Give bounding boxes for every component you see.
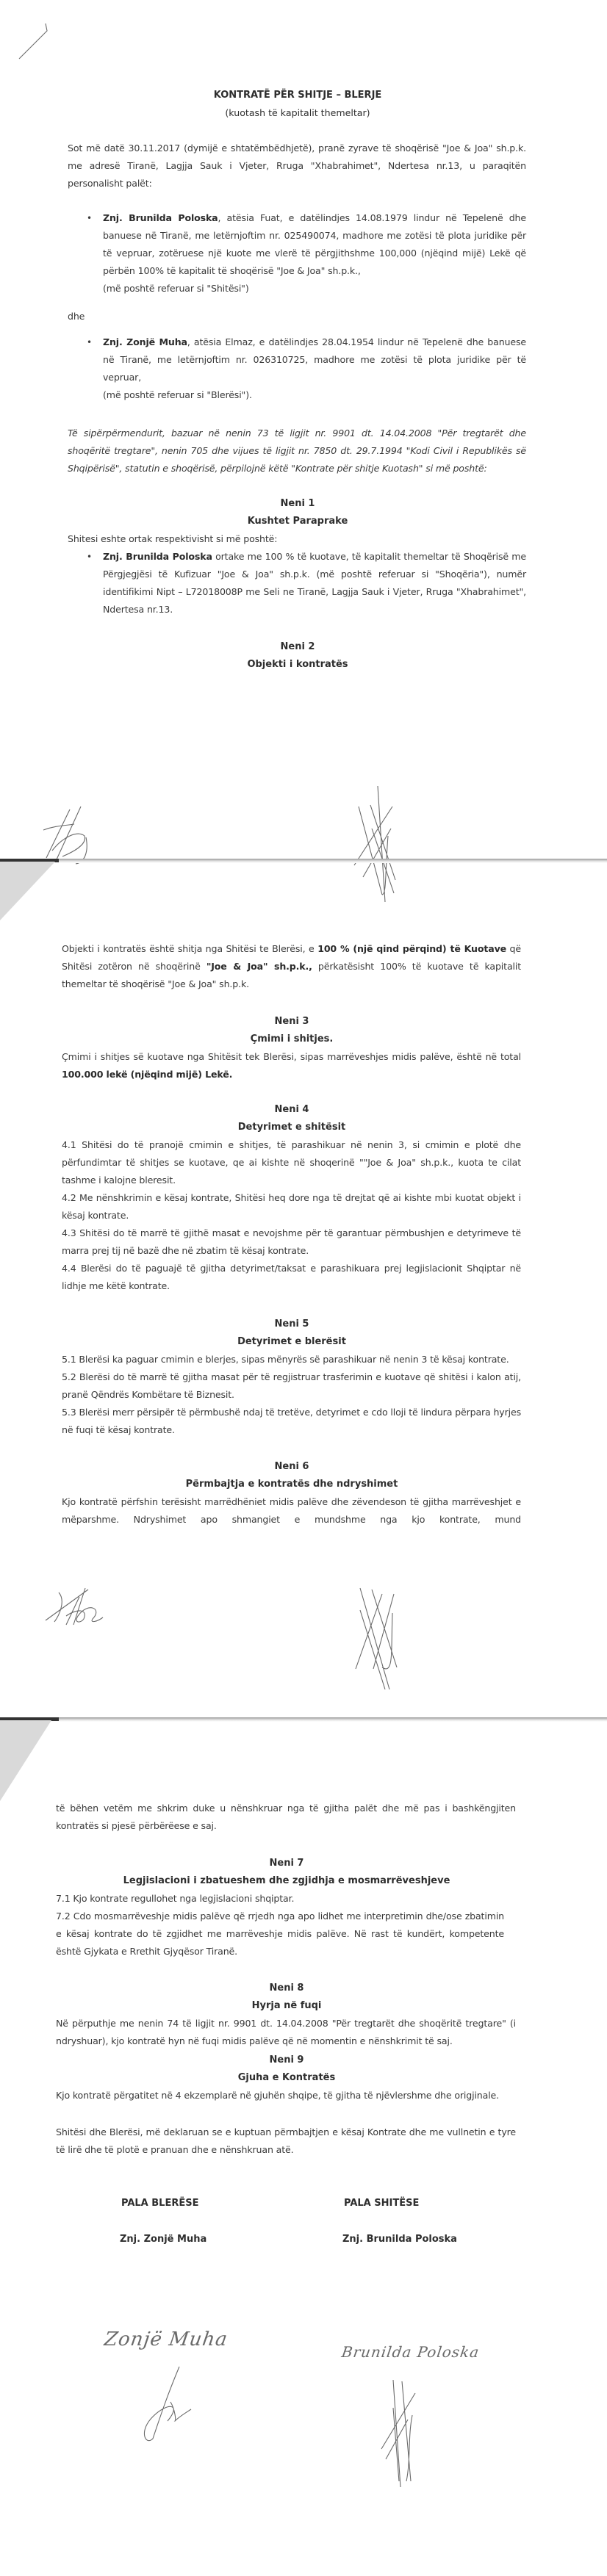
article-5-number: Neni 5 [274,1318,309,1330]
article-4-clause: 4.1 Shitësi do të pranojë cmimin e shitjes, të parashikuar në nenin 3, si cmimin e plotë dhe përfundimtar të shitjes se kuotave, qe ai kishte në shoqerinë ""Joe & Joa" sh.p.k., kuota te cilat tashme i kalojne bleresit. [62,1139,521,1186]
article-6-number: Neni 6 [274,1461,309,1472]
party-seller-name: Znj. Brunilda Poloska [103,212,218,223]
initials-signature-buyer [40,801,99,867]
article-9-title: Gjuha e Kontratës [237,2072,336,2083]
page-1 [0,87,607,674]
seller-name: Znj. Brunilda Poloska [342,2234,457,2245]
article-5-clause: 5.1 Blerësi ka paguar cmimin e blerjes, sipas mënyrës së parashikuar në nenin 3 të kësaj kontrate. [62,1354,509,1365]
article-4-clause: 4.4 Blerësi do të paguajë të gjitha detyrimet/taksat e parashikuara prej legjislacionit Shqiptar në lidhje me këtë kontrate. [62,1263,521,1291]
initials-signature-buyer [44,1587,110,1631]
article-2-title: Objekti i kontratës [247,659,348,670]
closing-statement: Shitësi dhe Blerësi, më deklaruan se e kuptuan përmbajtjen e kësaj Kontrate dhe me vullnetin e tyre të lirë dhe të plotë e pranuan dhe e nënshkruan atë. [56,2126,516,2155]
initials-signature-seller [351,784,410,909]
article-3-text-1: Çmimi i shitjes së kuotave nga Shitësit tek Blerësi, sipas marrëveshjes midis palëve, është në total [62,1051,521,1062]
article-8-text: Në përputhje me nenin 74 të ligjit nr. 9901 dt. 14.04.2008 "Për tregtarët dhe shoqëritë tregtare" (i ndryshuar), kjo kontratë hyn në fuqi midis palëve që në momentin e nënshkrimit të saj. [56,2018,516,2046]
signature-labels-row [0,2195,607,2212]
intro-paragraph: Sot më datë 30.11.2017 (dymijë e shtatëmbëdhjetë), pranë zyrave të shoqërisë "Joe & Joa" sh.p.k. me adresë Tiranë, Lagjja Sauk i Vjeter, Rruga "Xhabrahimet", Ndertesa nr.13, u paraqitën personalisht palët: [68,142,526,189]
article-6-text-continued: të bëhen vetëm me shkrim duke u nënshkruar nga të gjitha palët dhe më pas i bashkëngjiten kontratës si pjesë përbërëese e saj. [56,1803,516,1831]
article-1-number: Neni 1 [280,498,315,509]
article-3-title: Çmimi i shitjes. [250,1033,334,1045]
article-8-title: Hyrja në fuqi [251,2000,322,2011]
buyer-handwritten-name: Zonjë Muha [102,2328,229,2350]
article-4-number: Neni 4 [274,1104,309,1115]
article-1-bullet [87,548,526,618]
initials-signature-seller [353,1587,412,1697]
buyer-party-label: PALA BLERËSE [121,2198,199,2209]
party-buyer-name: Znj. Zonjë Muha [103,336,187,347]
signature-names-row [0,2231,607,2248]
article-8-number: Neni 8 [269,1982,304,1994]
article-5-clause: 5.2 Blerësi do të marrë të gjitha masat për të regjistruar trasferimin e kuotave që shitësi i kalon atij, pranë Qëndrës Kombëtare të Biznesit. [62,1371,521,1400]
page-break [0,859,607,863]
article-5-title: Detyrimet e blerësit [237,1336,346,1347]
article-3-text [62,1048,521,1083]
article-5-clause: 5.3 Blerësi merr përsipër të përmbushë ndaj të tretëve, detyrimet e cdo lloji të lindura përpara hyrjes në fuqi të kësaj kontrate. [62,1407,521,1435]
article-1-bullet-name: Znj. Brunilda Poloska [103,551,212,562]
seller-handwritten-name: Brunilda Poloska [340,2343,481,2361]
buyer-name: Znj. Zonjë Muha [120,2234,207,2245]
article-2-text-1: Objekti i kontratës është shitja nga Shitësi te Blerësi, e [62,943,318,954]
article-6-text: Kjo kontratë përfshin terësisht marrëdhëniet midis palëve dhe zëvendeson të gjitha marrëveshjet e mëparshme. Ndryshimet apo shmangiet e mundshme nga kjo kontrate, mund [62,1496,521,1525]
party-seller-reference: (më poshtë referuar si "Shitësi") [103,283,249,294]
pen-mark [18,21,54,65]
article-9-text: Kjo kontratë përgatitet në 4 ekzemplarë në gjuhën shqipe, të gjitha të njëvlershme dhe origjinale. [56,2090,500,2101]
article-4-title: Detyrimet e shitësit [237,1122,346,1133]
page-corner-fold [0,1720,51,1801]
legal-basis: Të sipërpërmendurit, bazuar në nenin 73 të ligjit nr. 9901 dt. 14.04.2008 "Për tregtarët dhe shoqëritë tregtare", nenin 705 dhe vijues të ligjit nr. 7850 dt. 29.7.1994 "Kodi Civil i Republikës së Shqipërisë", statutin e shoqërisë, përpilojnë këtë "Kontrate për shitje Kuotash" si më poshtë: [68,427,526,474]
bullet-icon: • [87,337,92,347]
article-6-title: Përmbajtja e kontratës dhe ndryshimet [185,1479,398,1490]
article-1-lead: Shitesi eshte ortak respektivisht si më poshtë: [68,533,278,544]
article-7-clause: 7.1 Kjo kontrate regullohet nga legjislacioni shqiptar. [56,1893,295,1904]
article-1-title: Kushtet Paraprake [247,516,348,527]
article-7-number: Neni 7 [269,1858,304,1869]
article-1-bullet-text: ortake me 100 % të kuotave, të kapitalit themeltar të Shoqërisë me Përgjegjësi të Kufizuar "Joe & Joa" sh.p.k. (më poshtë referuar si "Shoqëria"), numër identifikimi Nipt – L72018008P me Seli ne Tiranë, Lagjja Sauk i Vjeter, Rruga "Xhabrahimet", Ndertesa nr.13. [103,551,526,615]
article-2-number: Neni 2 [280,641,315,652]
party-seller-details: , atësia Fuat, e datëlindjes 14.08.1979 lindur në Tepelenë dhe banuese në Tiranë, me letërnjoftim nr. 025490074, madhore me zotësi të plota juridike për të vepruar, zotëruese një kuote me vlerë të përgjithshme 100,000 (njëqind mijë) Lekë që përbën 100% të kapitalit të shoqërisë "Joe & Joa" sh.p.k., [103,212,526,276]
party-buyer-details: , atësia Elmaz, e datëlindjes 28.04.1954 lindur në Tepelenë dhe banuese në Tiranë, me letërnjoftim nr. 026310725, madhore me zotësi të plota juridike për të vepruar, [103,336,526,383]
article-7-title: Legjislacioni i zbatueshem dhe zgjidhja e mosmarrëveshjeve [123,1875,450,1886]
seller-party-label: PALA SHITËSE [344,2198,420,2209]
page-2 [0,940,607,1529]
conjunction: dhe [68,311,85,322]
article-3-bold-1: 100.000 lekë (njëqind mijë) Lekë. [62,1069,233,1080]
article-3-number: Neni 3 [274,1016,309,1027]
article-4-clause: 4.3 Shitësi do të marrë të gjithë masat e nevojshme për të garantuar përmbushjen e detyrimeve të marra prej tij në bazë dhe në zbatim të kësaj kontrate. [62,1227,521,1256]
article-4-clause: 4.2 Me nënshkrimin e kësaj kontrate, Shitësi heq dore nga të drejtat që ai kishte mbi kuotat objekt i kësaj kontrate. [62,1192,521,1221]
article-2-bold-1: 100 % (një qind përqind) të Kuotave [317,943,507,954]
article-2-text [62,940,521,993]
document-subtitle: (kuotash të kapitalit themeltar) [225,107,370,118]
bullet-icon: • [87,213,92,223]
page-break [0,1717,607,1722]
party-buyer-reference: (më poshtë referuar si "Blerësi"). [103,389,252,400]
article-2-text-3: përkatësisht 100% të kuotave të kapitalit themeltar të shoqërisë "Joe & Joa" sh.p.k. [62,961,521,989]
bullet-icon: • [87,552,92,562]
seller-signature [378,2378,430,2489]
article-7-clause: 7.2 Cdo mosmarrëveshje midis palëve që rrjedh nga apo lidhet me interpretimin dhe/ose zbatimin e kësaj kontrate do të zgjidhet me marrëveshje midis palëve. Në rast të kundërt, kompetente është Gjykata e Rrethit Gjyqësor Tiranë. [56,1911,504,1957]
buyer-signature [138,2365,212,2446]
article-2-bold-2: "Joe & Joa" sh.p.k., [206,961,312,972]
document-title: KONTRATË PËR SHITJE – BLERJE [213,90,382,101]
article-9-number: Neni 9 [269,2054,304,2066]
party-seller [87,209,526,297]
party-buyer [87,333,526,404]
page-corner-fold [0,862,55,920]
page-3 [0,1800,607,2248]
article-2-text-2: që Shitësi zotëron në shoqërinë [62,943,522,972]
